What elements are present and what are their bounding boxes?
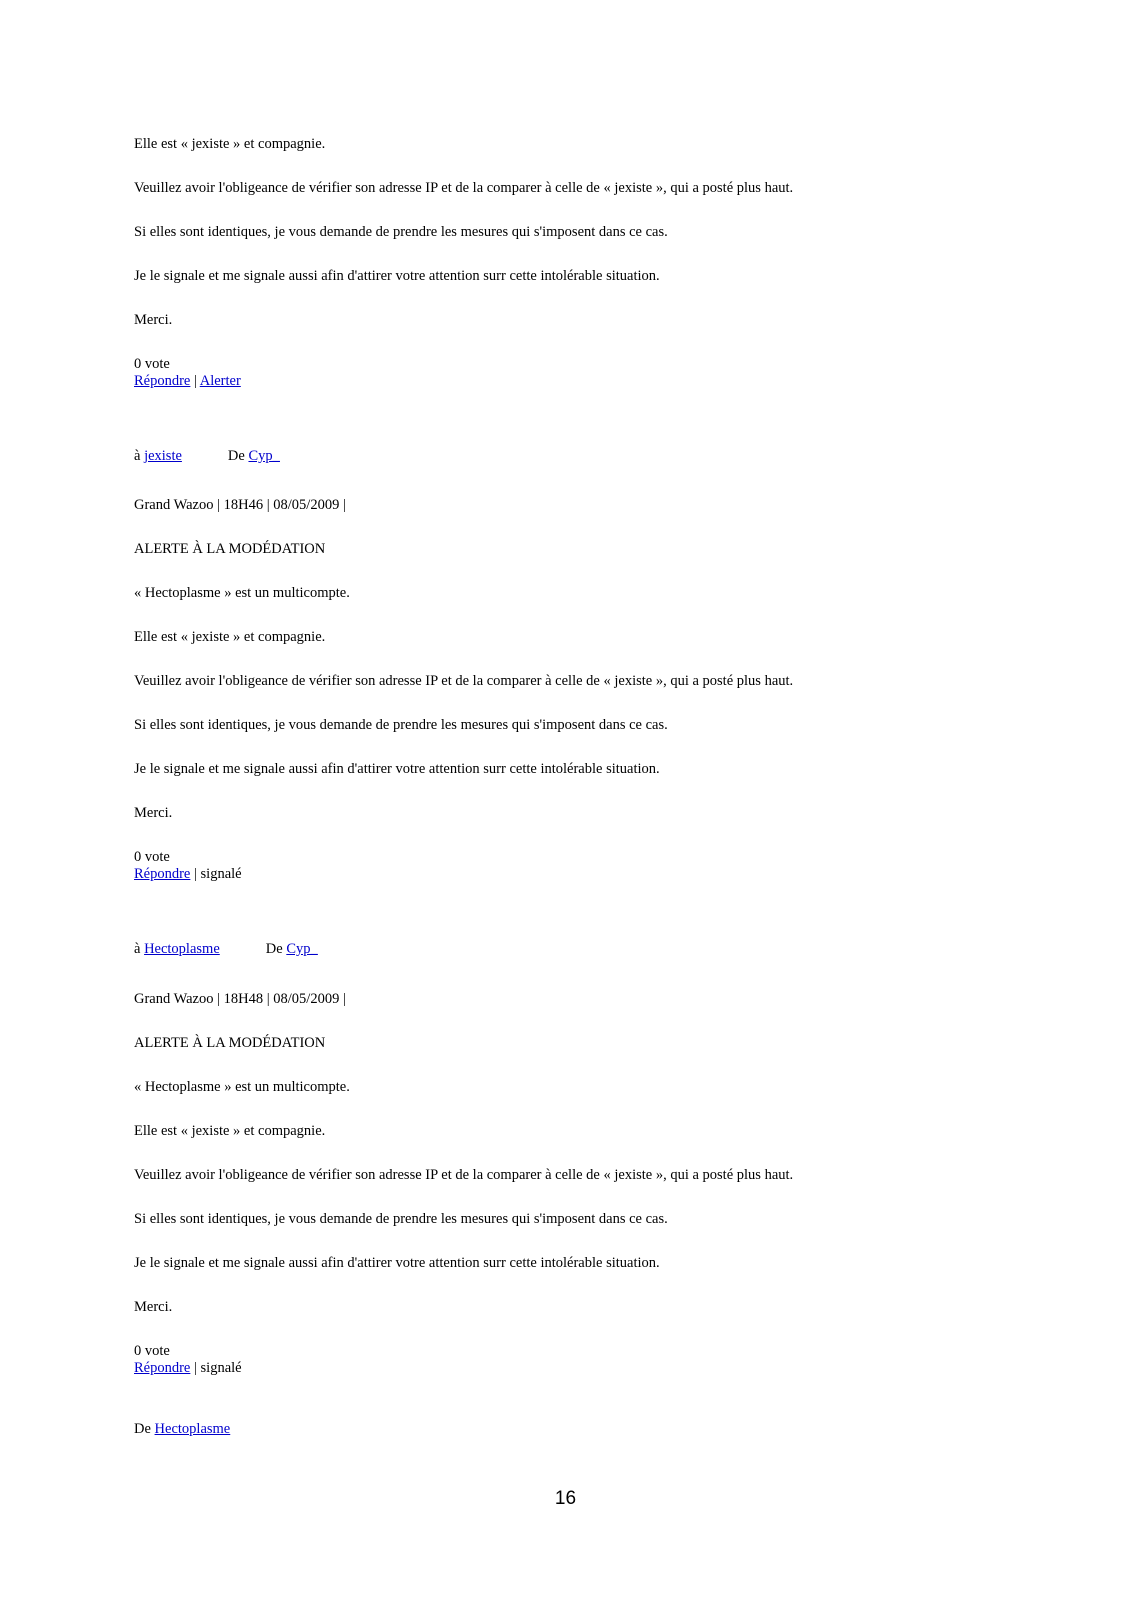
post2-vote-count: 0 vote (134, 1343, 170, 1359)
intro-line-2: Veuillez avoir l'obligeance de vérifier son adresse IP et de la comparer à celle de « jexiste », qui a posté plus haut. (134, 180, 794, 196)
post2-heading: ALERTE À LA MODÉDATION (134, 1035, 326, 1051)
post1-meta: Grand Wazoo | 18H46 | 08/05/2009 | (134, 497, 346, 513)
intro-line-3: Si elles sont identiques, je vous demande de prendre les mesures qui s'imposent dans ce cas. (134, 224, 668, 240)
post2-line-2: Elle est « jexiste » et compagnie. (134, 1123, 326, 1139)
post2-actions (134, 1360, 242, 1377)
alert-link[interactable]: Alerter (199, 373, 241, 389)
action-separator: | (190, 373, 200, 389)
post2-line-5: Je le signale et me signale aussi afin d'attirer votre attention surr cette intolérable situation. (134, 1255, 660, 1271)
post2-line-3: Veuillez avoir l'obligeance de vérifier son adresse IP et de la comparer à celle de « jexiste », qui a posté plus haut. (134, 1167, 794, 1183)
reported-status: signalé (200, 866, 242, 882)
reply-link[interactable]: Répondre (134, 373, 191, 389)
post1-heading: ALERTE À LA MODÉDATION (134, 541, 326, 557)
post1-vote-count: 0 vote (134, 849, 170, 865)
intro-line-4: Je le signale et me signale aussi afin d'attirer votre attention surr cette intolérable situation. (134, 268, 660, 284)
reported-status: signalé (200, 1360, 242, 1376)
action-separator: | (190, 1360, 201, 1376)
post1-line-4: Si elles sont identiques, je vous demande de prendre les mesures qui s'imposent dans ce cas. (134, 717, 668, 733)
page-number: 16 (554, 1488, 577, 1509)
post1-header (134, 448, 280, 465)
from-prefix: De (265, 941, 287, 957)
post3-header (134, 1421, 230, 1438)
post1-line-6: Merci. (134, 805, 173, 821)
to-prefix: à (134, 448, 145, 464)
post1-actions (134, 866, 242, 883)
post1-line-5: Je le signale et me signale aussi afin d'attirer votre attention surr cette intolérable situation. (134, 761, 660, 777)
intro-vote-count: 0 vote (134, 356, 170, 372)
post2-line-6: Merci. (134, 1299, 173, 1315)
intro-line-1: Elle est « jexiste » et compagnie. (134, 136, 326, 152)
action-separator: | (190, 866, 201, 882)
post2-line-4: Si elles sont identiques, je vous demande de prendre les mesures qui s'imposent dans ce cas. (134, 1211, 668, 1227)
recipient-link[interactable]: jexiste (144, 448, 182, 464)
intro-actions (134, 373, 241, 390)
post1-line-3: Veuillez avoir l'obligeance de vérifier son adresse IP et de la comparer à celle de « jexiste », qui a posté plus haut. (134, 673, 794, 689)
post1-line-1: « Hectoplasme » est un multicompte. (134, 585, 350, 601)
recipient-link[interactable]: Hectoplasme (144, 941, 220, 957)
author-link[interactable]: Cyp_ (248, 448, 280, 464)
author-link[interactable]: Hectoplasme (154, 1421, 231, 1437)
post1-line-2: Elle est « jexiste » et compagnie. (134, 629, 326, 645)
reply-link[interactable]: Répondre (134, 1360, 191, 1376)
from-prefix: De (134, 1421, 155, 1437)
author-link[interactable]: Cyp_ (286, 941, 318, 957)
from-prefix: De (227, 448, 249, 464)
reply-link[interactable]: Répondre (134, 866, 191, 882)
to-prefix: à (134, 941, 145, 957)
post2-meta: Grand Wazoo | 18H48 | 08/05/2009 | (134, 991, 346, 1007)
post2-line-1: « Hectoplasme » est un multicompte. (134, 1079, 350, 1095)
intro-line-5: Merci. (134, 312, 173, 328)
post2-header (134, 941, 318, 958)
